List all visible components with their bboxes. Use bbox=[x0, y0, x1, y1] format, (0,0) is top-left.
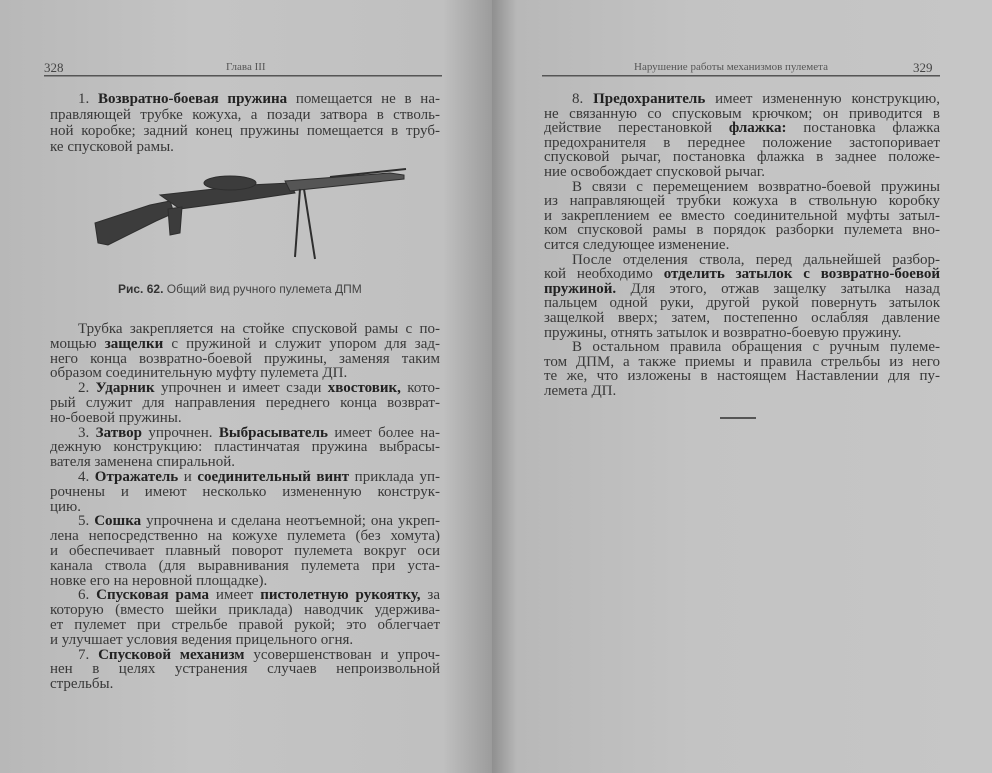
text-block-main bbox=[544, 92, 940, 398]
text-segment: рый служит для направления переднего конца возврат- bbox=[50, 394, 440, 411]
text-line bbox=[544, 238, 940, 253]
text-line bbox=[50, 91, 440, 107]
text-segment: постановка флажка bbox=[786, 120, 940, 137]
text-line bbox=[50, 633, 440, 648]
text-segment: Для этого, отжав защелку затылка назад bbox=[616, 280, 940, 297]
text-segment: за bbox=[420, 587, 441, 604]
text-line bbox=[544, 340, 940, 355]
text-line bbox=[544, 384, 940, 399]
text-line bbox=[544, 209, 940, 224]
text-segment: правляющей трубке кожуха, а позади затвора в стволь- bbox=[50, 107, 440, 123]
text-line bbox=[50, 337, 440, 352]
text-segment: лена непосредственно на кожухе пулемета (без хомута) bbox=[50, 528, 440, 545]
text-line bbox=[544, 180, 940, 195]
text-segment: ком спусковой рамы в порядок разборки пулемета вно- bbox=[544, 222, 940, 239]
text-line bbox=[50, 677, 440, 692]
figure-caption bbox=[118, 282, 362, 296]
bold-term: Сошка bbox=[94, 513, 142, 530]
text-segment: том ДПМ, а также приемы и правила стрельбы из него bbox=[544, 353, 940, 370]
text-line bbox=[50, 588, 440, 603]
left-page bbox=[0, 0, 492, 773]
header-rule bbox=[542, 75, 940, 77]
text-segment: После отделения ствола, перед дальнейшей разбор- bbox=[572, 251, 940, 268]
text-segment: ет пулемет при стрельбе правой рукой; это облегчает bbox=[50, 616, 440, 633]
bold-term: пружиной. bbox=[544, 280, 617, 297]
text-line bbox=[50, 139, 440, 155]
text-line bbox=[544, 121, 940, 136]
bold-term: Предохранитель bbox=[593, 91, 706, 107]
text-line bbox=[544, 165, 940, 180]
text-line bbox=[50, 366, 440, 381]
text-segment: и улучшает условия ведения прицельного огня. bbox=[50, 631, 354, 648]
text-segment: спусковой рычаг, постановка флажка в заднее положе- bbox=[544, 149, 940, 166]
text-line bbox=[50, 559, 440, 574]
bold-term: Спусковая рама bbox=[96, 587, 209, 604]
text-line bbox=[50, 544, 440, 559]
text-segment: имеет измененную конструкцию, bbox=[705, 91, 941, 107]
text-segment: канала ствола (для выравнивания пулемета при уста- bbox=[50, 557, 440, 574]
text-segment: дежную конструкцию: пластинчатая пружина выбрасы- bbox=[50, 439, 440, 456]
machine-gun-illustration bbox=[90, 165, 410, 270]
text-segment: и bbox=[178, 468, 198, 485]
text-line bbox=[544, 223, 940, 238]
text-line bbox=[50, 440, 440, 455]
text-segment: 4. bbox=[78, 468, 95, 485]
right-page bbox=[492, 0, 992, 773]
text-segment: пальцем одной руки, другой рукой повернуть затылок bbox=[544, 295, 940, 312]
text-line bbox=[50, 107, 440, 123]
text-line bbox=[50, 381, 440, 396]
text-segment: упрочнена и сделана неотъемной; она укреп- bbox=[141, 513, 440, 530]
text-segment: мощью bbox=[50, 335, 105, 352]
text-block-main bbox=[50, 322, 440, 692]
text-line bbox=[50, 648, 440, 663]
text-line bbox=[50, 396, 440, 411]
text-segment: усовершенствован и упроч- bbox=[244, 646, 441, 663]
bold-term: Отражатель bbox=[94, 468, 179, 485]
text-line bbox=[50, 574, 440, 589]
text-segment: и обеспечивает плавный поворот пулемета вокруг оси bbox=[50, 542, 440, 559]
text-segment: В связи с перемещением возвратно-боевой пружины bbox=[572, 178, 940, 195]
text-line bbox=[50, 352, 440, 367]
text-line bbox=[544, 253, 940, 268]
text-segment: имеет более на- bbox=[327, 424, 440, 441]
text-segment: имеет bbox=[208, 587, 261, 604]
text-segment: которую (вместо шейки приклада) наводчик удержива- bbox=[50, 602, 440, 619]
text-segment: 8. bbox=[572, 91, 594, 107]
text-line bbox=[544, 150, 940, 165]
text-line bbox=[544, 326, 940, 341]
text-segment: образом соединительную муфту пулемета ДП. bbox=[50, 365, 348, 382]
text-line bbox=[544, 267, 940, 282]
text-segment: те же, что изложены в настоящем Наставлении для пу- bbox=[544, 368, 940, 385]
text-line bbox=[544, 107, 940, 122]
text-segment: Трубка закрепляется на стойке спусковой рамы с по- bbox=[78, 321, 440, 337]
text-segment: и закреплением ее вместо соединительной муфты затыл- bbox=[544, 207, 940, 224]
running-head: Нарушение работы механизмов пулемета bbox=[634, 61, 828, 73]
text-segment: с пружиной и служит упором для зад- bbox=[163, 335, 440, 352]
bold-term: хвостовик, bbox=[327, 380, 401, 397]
text-segment: стрельбы. bbox=[50, 676, 114, 693]
header-rule bbox=[44, 75, 442, 77]
bold-term: пистолетную рукоятку, bbox=[260, 587, 421, 604]
text-segment: 7. bbox=[78, 646, 99, 663]
bold-term: защелки bbox=[104, 335, 164, 352]
text-block-top bbox=[50, 91, 440, 155]
text-segment: цию. bbox=[50, 498, 82, 515]
text-segment: 3. bbox=[78, 424, 96, 441]
page-number: 328 bbox=[44, 60, 64, 75]
text-segment: упрочнен и имеет сзади bbox=[154, 380, 328, 397]
text-line bbox=[50, 485, 440, 500]
bold-term: соединительный винт bbox=[197, 468, 350, 485]
page-number: 329 bbox=[913, 60, 933, 75]
text-segment: ние освобождает спусковой рычаг. bbox=[544, 163, 765, 180]
text-segment: 5. bbox=[78, 513, 95, 530]
text-line bbox=[544, 296, 940, 311]
text-segment: новке его на неровной площадке). bbox=[50, 572, 268, 589]
bold-term: флажка: bbox=[728, 120, 787, 137]
text-segment: 2. bbox=[78, 380, 96, 397]
text-line bbox=[50, 426, 440, 441]
text-line bbox=[50, 662, 440, 677]
text-segment: помещается не в на- bbox=[287, 91, 440, 107]
text-line bbox=[50, 529, 440, 544]
text-segment: нен в целях устранения случаев непроизвольной bbox=[50, 661, 440, 678]
text-line bbox=[50, 500, 440, 515]
text-segment: пружины, отнять затылок и возвратно-боевую пружину. bbox=[544, 324, 902, 341]
bold-term: Ударник bbox=[95, 380, 155, 397]
text-line bbox=[50, 618, 440, 633]
text-line bbox=[50, 123, 440, 139]
text-segment: кой необходимо bbox=[544, 266, 664, 283]
figure-caption-text: Общий вид ручного пулемета ДПМ bbox=[166, 282, 362, 296]
text-line bbox=[544, 194, 940, 209]
text-line bbox=[50, 411, 440, 426]
text-segment: предохранителя в переднее положение застопоривает bbox=[544, 134, 940, 151]
text-line bbox=[50, 470, 440, 485]
text-segment: сится следующее изменение. bbox=[544, 236, 730, 253]
text-segment: кото- bbox=[400, 380, 440, 397]
text-segment: лемета ДП. bbox=[544, 382, 617, 399]
text-line bbox=[544, 369, 940, 384]
text-segment: рочнены и имеют несколько измененную конструк- bbox=[50, 483, 440, 500]
bold-term: отделить затылок с возвратно-боевой bbox=[663, 266, 940, 283]
text-segment: 1. bbox=[78, 91, 98, 107]
text-segment: ной коробке; задний конец пружины помещается в труб- bbox=[50, 123, 440, 139]
text-line bbox=[50, 514, 440, 529]
text-line bbox=[544, 282, 940, 297]
text-segment: упрочнен. bbox=[141, 424, 219, 441]
bold-term: Затвор bbox=[95, 424, 142, 441]
text-segment: приклада уп- bbox=[349, 468, 441, 485]
text-segment: из направляющей трубки кожуха в ствольную коробку bbox=[544, 193, 940, 210]
text-segment: но-боевой пружины. bbox=[50, 409, 182, 426]
bold-term: Спусковой механизм bbox=[98, 646, 245, 663]
text-segment: защелкой вверх; затем, постепенно ослабляя давление bbox=[544, 309, 940, 326]
end-dash-divider bbox=[720, 417, 756, 419]
text-segment: В остальном правила обращения с ручным пулеме- bbox=[572, 339, 940, 356]
text-line bbox=[544, 92, 940, 107]
text-segment: него конца возвратно-боевой пружины, заменяя таким bbox=[50, 350, 440, 367]
text-segment: действие перестановкой bbox=[544, 120, 729, 137]
figure-label: Рис. 62. bbox=[118, 282, 164, 296]
text-line bbox=[544, 311, 940, 326]
text-line bbox=[544, 136, 940, 151]
text-segment: не связанную со спусковым крючком; он приводится в bbox=[544, 105, 940, 122]
text-line bbox=[50, 322, 440, 337]
text-line bbox=[50, 603, 440, 618]
text-line bbox=[544, 355, 940, 370]
text-segment: вателя заменена спиральной. bbox=[50, 454, 235, 471]
running-head: Глава III bbox=[226, 61, 266, 73]
bold-term: Возвратно-боевая пружина bbox=[97, 91, 288, 107]
text-segment: ке спусковой рамы. bbox=[50, 139, 174, 155]
bold-term: Выбрасыватель bbox=[218, 424, 328, 441]
text-line bbox=[50, 455, 440, 470]
text-segment: 6. bbox=[78, 587, 97, 604]
